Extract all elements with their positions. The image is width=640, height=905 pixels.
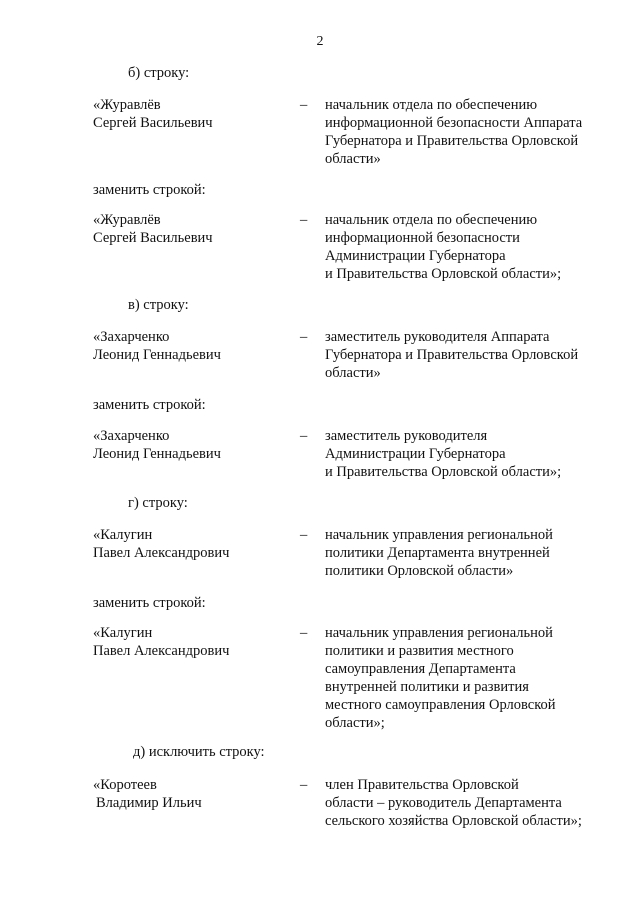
page-number: 2 [316, 34, 324, 49]
section-d-heading: д) исключить строку: [133, 744, 265, 760]
dash-separator: – [300, 625, 308, 641]
position-title: заместитель руководителя Администрации Губернатора и Правительства Орловской области»; [325, 428, 562, 480]
dash-separator: – [300, 329, 308, 345]
dash-separator: – [300, 777, 308, 793]
person-name: «Захарченко Леонид Геннадьевич [93, 428, 221, 462]
position-title: начальник управления региональной политики и развития местного самоуправления Департамента внутренней политики и развития местного самоуправления Орловской области»; [325, 625, 556, 731]
replace-label: заменить строкой: [93, 397, 206, 413]
person-name: «Калугин Павел Александрович [93, 625, 230, 659]
person-name: «Журавлёв Сергей Васильевич [93, 97, 213, 131]
person-name: «Калугин Павел Александрович [93, 527, 230, 561]
position-title: начальник отдела по обеспечению информационной безопасности Аппарата Губернатора и Правительства Орловской области» [325, 97, 583, 167]
section-b-heading: б) строку: [128, 65, 190, 81]
section-g-heading: г) строку: [128, 495, 188, 511]
position-title: начальник управления региональной политики Департамента внутренней политики Орловской области» [325, 527, 553, 579]
position-title: заместитель руководителя Аппарата Губернатора и Правительства Орловской области» [325, 329, 579, 381]
position-title: начальник отдела по обеспечению информационной безопасности Администрации Губернатора и Правительства Орловской области»; [325, 212, 562, 282]
replace-label: заменить строкой: [93, 595, 206, 611]
person-name: «Коротеев Владимир Ильич [93, 777, 202, 811]
dash-separator: – [300, 212, 308, 228]
person-name: «Захарченко Леонид Геннадьевич [93, 329, 221, 363]
position-title: член Правительства Орловской области – руководитель Департамента сельского хозяйства Орловской области»; [325, 777, 582, 829]
dash-separator: – [300, 527, 308, 543]
dash-separator: – [300, 428, 308, 444]
replace-label: заменить строкой: [93, 182, 206, 198]
section-v-heading: в) строку: [128, 297, 189, 313]
person-name: «Журавлёв Сергей Васильевич [93, 212, 213, 246]
dash-separator: – [300, 97, 308, 113]
